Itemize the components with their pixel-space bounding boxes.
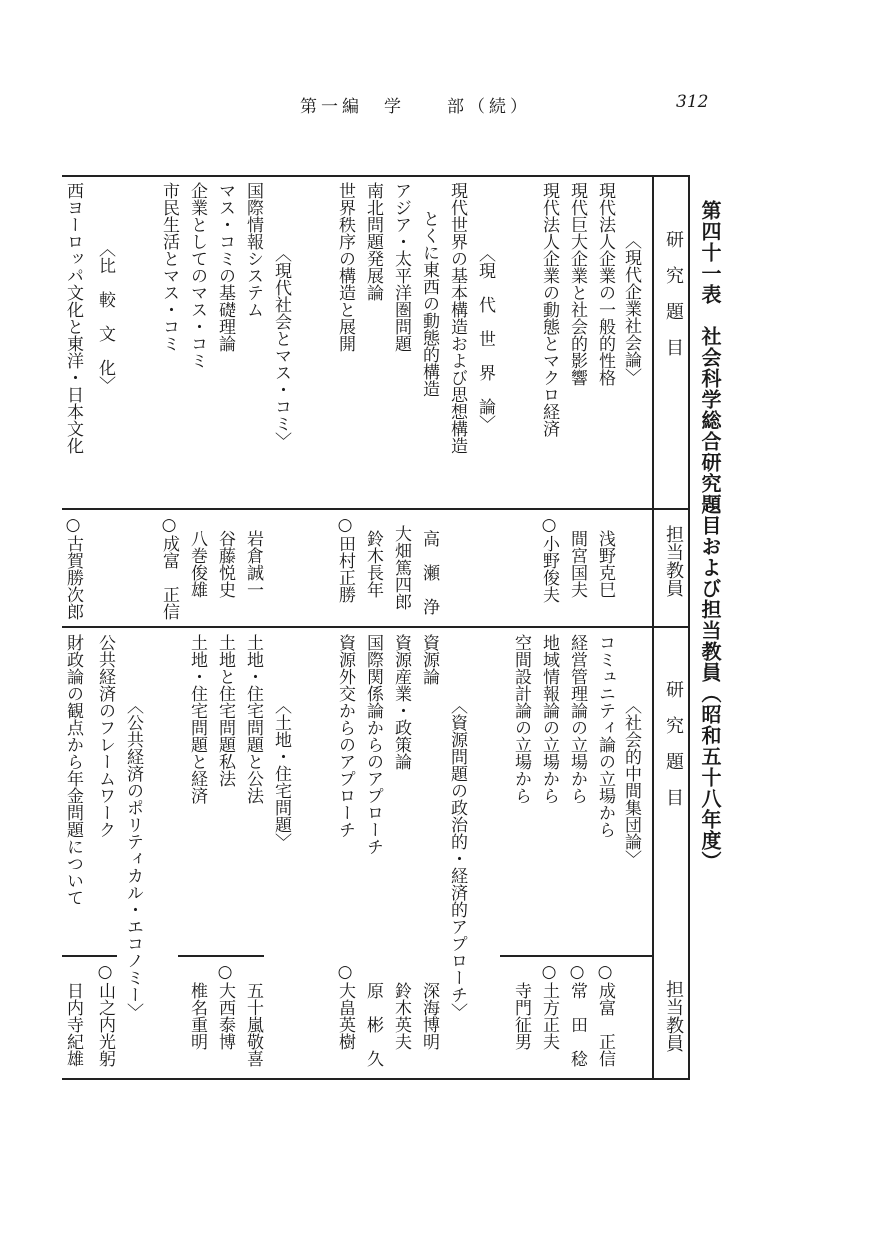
header-topic-right: 研 究 題 目 [663,230,684,356]
topic: 現代世界の基本構造および思想構造 [447,182,467,454]
topic: とくに東西の動態的構造 [419,210,439,397]
topic: マス・コミの基礎理論 [215,182,235,352]
teacher: ○大畠英樹 [335,962,355,1050]
teacher: 深海博明 [419,982,439,1050]
teacher: ○成富 正信 [595,962,615,1067]
header-topic-left: 研 究 題 目 [663,680,684,806]
middle-divider [62,626,688,628]
topic: 〈現 代 世 界 論〉 [475,245,495,432]
teacher: ○古賀勝次郎 [63,515,83,620]
topic: 現代巨大企業と社会的影響 [567,182,587,386]
topic: 市民生活とマス・コミ [159,182,179,352]
page-number: 312 [676,92,709,112]
teacher: ○田村正勝 [335,515,355,603]
table-right-rule [688,175,690,1080]
teacher: ○常 田 稔 [567,962,587,1067]
header-teacher-right: 担当教員 [663,525,684,597]
topic: 財政論の観点から年金問題について [63,634,83,906]
topic: 資源産業・政策論 [391,634,411,770]
teacher: ○土方正夫 [539,962,559,1050]
teacher: 五十嵐敬喜 [243,982,263,1067]
topic: 土地・住宅問題と経済 [187,634,207,804]
table-top-rule [62,175,690,177]
topic: 空間設計論の立場から [511,634,531,804]
topic: 国際関係論からのアプローチ [363,634,383,855]
teacher: 高 瀬 浄 [419,530,439,615]
topic: 〈土地・住宅問題〉 [271,697,291,850]
table-title: 第四十一表 社会科学総合研究題目および担当教員（昭和五十八年度） [698,200,722,872]
left-col-divider-3 [62,955,117,957]
header-teacher-left: 担当教員 [663,980,684,1052]
teacher: 谷藤悦史 [215,530,235,598]
teacher: ○成富 正信 [159,515,179,620]
teacher: 岩倉誠一 [243,530,263,598]
topic: アジア・太平洋圏問題 [391,182,411,352]
topic: 現代法人企業の動態とマクロ経済 [539,182,559,437]
running-head: 第一編 学 部（続） [300,97,531,117]
topic: 〈公共経済のポリティカル・エコノミー〉 [123,697,143,1020]
teacher: 鈴木長年 [363,530,383,598]
teacher: 大畑篤四郎 [391,525,411,610]
teacher: 原 彬 久 [363,982,383,1067]
topic: 地域情報論の立場から [539,634,559,804]
teacher: 椎名重明 [187,982,207,1050]
teacher: 浅野克巳 [595,530,615,598]
teacher: 寺門征男 [511,982,531,1050]
topic: 〈現代社会とマス・コミ〉 [271,245,291,449]
topic: 〈現代企業社会論〉 [621,232,641,385]
teacher: ○大西泰博 [215,962,235,1050]
teacher: 八巻俊雄 [187,530,207,598]
left-col-divider [500,955,652,957]
left-col-divider-2 [178,955,264,957]
teacher: 日内寺紀雄 [63,982,83,1067]
teacher: 間宮国夫 [567,530,587,598]
topic: 世界秩序の構造と展開 [335,182,355,352]
topic: 土地・住宅問題と公法 [243,634,263,804]
topic: 公共経済のフレームワーク [95,634,115,838]
topic: 〈社会的中間集団論〉 [621,697,641,867]
teacher: ○山之内光躬 [95,962,115,1067]
topic: 西ヨーロッパ文化と東洋・日本文化 [63,182,83,454]
topic: 南北問題発展論 [363,182,383,301]
topic: 資源論 [419,634,439,685]
table-bottom-rule [62,1078,690,1080]
teacher: 鈴木英夫 [391,982,411,1050]
topic: 〈比 較 文 化〉 [95,240,115,393]
teacher: ○小野俊夫 [539,515,559,603]
topic: 経営管理論の立場から [567,634,587,804]
topic: コミュニティ論の立場から [595,634,615,838]
right-col-divider [62,508,688,510]
topic: 国際情報システム [243,182,263,318]
topic: 〈資源問題の政治的・経済的アプローチ〉 [447,697,467,1020]
topic: 資源外交からのアプローチ [335,634,355,838]
topic: 企業としてのマス・コミ [187,182,207,369]
topic: 現代法人企業の一般的性格 [595,182,615,386]
topic: 土地と住宅問題私法 [215,634,235,787]
